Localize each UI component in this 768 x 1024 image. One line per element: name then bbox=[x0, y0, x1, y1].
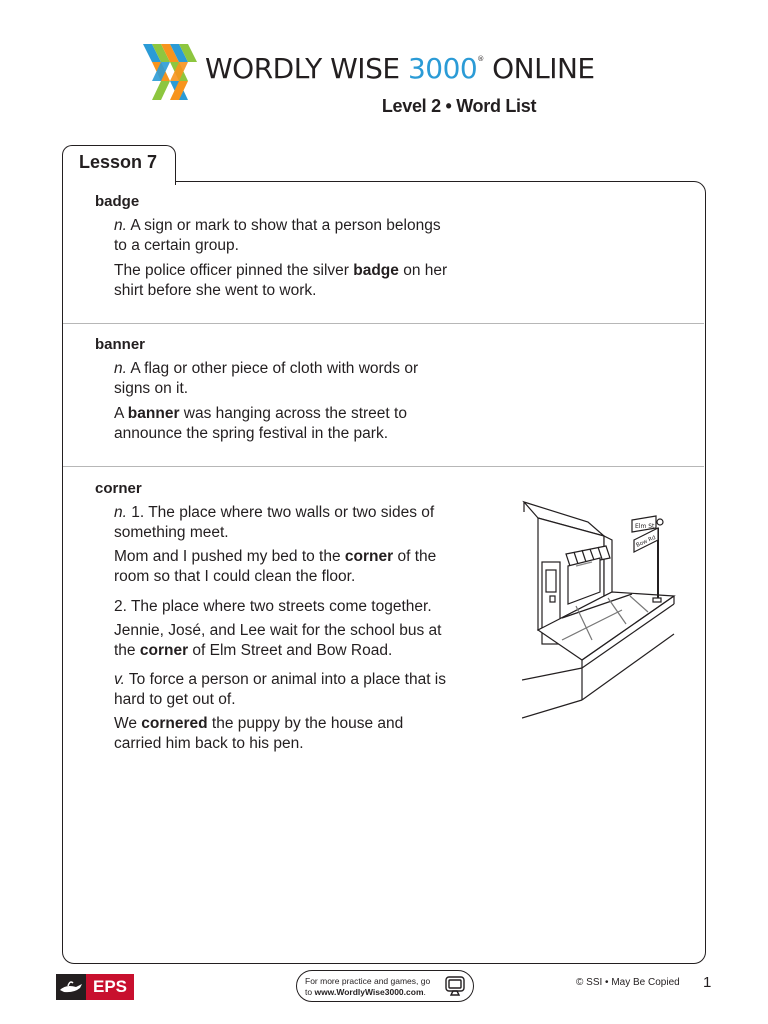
definition-line: v. To force a person or animal into a place that is bbox=[114, 671, 446, 688]
definition-line: hard to get out of. bbox=[114, 691, 236, 708]
example-sentence: room so that I could clean the floor. bbox=[114, 568, 356, 585]
example-sentence: A banner was hanging across the street to bbox=[114, 405, 407, 422]
street-corner-illustration bbox=[522, 500, 678, 722]
lesson-tab: Lesson 7 bbox=[62, 145, 176, 185]
example-sentence: carried him back to his pen. bbox=[114, 735, 304, 752]
definition-line: signs on it. bbox=[114, 380, 189, 397]
definition-line: 2. The place where two streets come together. bbox=[114, 598, 432, 615]
example-sentence: Mom and I pushed my bed to the corner of the bbox=[114, 548, 437, 565]
computer-monitor-icon bbox=[443, 974, 467, 998]
definition-line: something meet. bbox=[114, 524, 229, 541]
page-subtitle: Level 2 • Word List bbox=[381, 96, 537, 116]
definition-line: to a certain group. bbox=[114, 237, 239, 254]
promo-line-2: to www.WordlyWise3000.com. bbox=[305, 987, 426, 997]
brand-number: 3000 bbox=[407, 52, 478, 85]
example-sentence: The police officer pinned the silver badge on her bbox=[114, 262, 448, 279]
definition-line: n. A flag or other piece of cloth with words or bbox=[114, 360, 419, 377]
definition-line: n. 1. The place where two walls or two sides of bbox=[114, 504, 435, 521]
street-sign-bow: Bow Rd bbox=[635, 534, 657, 549]
lamp-icon bbox=[56, 974, 86, 1000]
example-sentence: Jennie, José, and Lee wait for the school bus at bbox=[114, 622, 442, 639]
wordly-wise-logo-mark bbox=[143, 44, 197, 100]
entry-word: badge bbox=[95, 193, 140, 210]
promo-line-1: For more practice and games, go bbox=[305, 976, 431, 986]
page-number: 1 bbox=[703, 974, 712, 991]
promo-box bbox=[296, 970, 474, 1002]
lamp-icon-svg bbox=[56, 974, 86, 1000]
eps-publisher-logo bbox=[56, 974, 136, 1000]
example-sentence: We cornered the puppy by the house and bbox=[114, 715, 404, 732]
street-sign-elm: Elm St bbox=[635, 523, 655, 530]
example-sentence: announce the spring festival in the park. bbox=[114, 425, 389, 442]
entry-word: corner bbox=[95, 480, 142, 497]
entry-divider bbox=[63, 466, 704, 467]
definition-line: n. A sign or mark to show that a person belongs bbox=[114, 217, 441, 234]
entry-divider bbox=[63, 323, 704, 324]
promo-url-link[interactable]: www.WordlyWise3000.com bbox=[314, 987, 424, 997]
example-sentence: the corner of Elm Street and Bow Road. bbox=[114, 642, 393, 659]
eps-wordmark: EPS bbox=[86, 974, 134, 1000]
entry-word: banner bbox=[95, 336, 146, 353]
copyright-notice: © SSI • May Be Copied bbox=[576, 977, 680, 988]
brand-wordmark: WORDLY WISE 3000® ONLINE bbox=[205, 52, 595, 85]
example-sentence: shirt before she went to work. bbox=[114, 282, 317, 299]
